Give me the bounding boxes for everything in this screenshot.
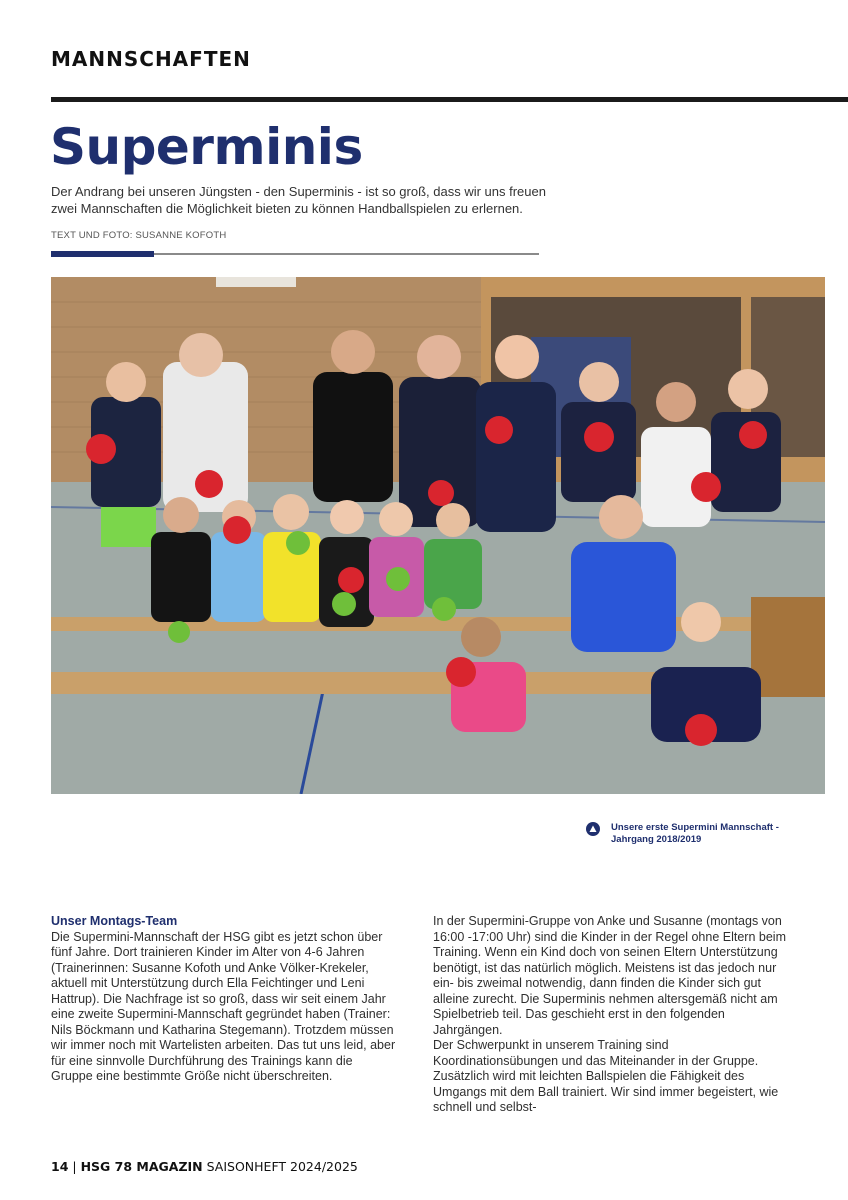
photo-caption: Unsere erste Supermini Mannschaft - Jahrgang 2018/2019: [611, 822, 779, 845]
section-label: MANNSCHAFTEN: [51, 47, 251, 71]
triangle-up-icon: [586, 822, 600, 836]
page-footer: [51, 1159, 358, 1174]
decorative-bar: [51, 251, 154, 257]
footer-separator: |: [72, 1159, 77, 1174]
issue-name: SAISONHEFT 2024/2025: [206, 1159, 358, 1174]
article-lead: Der Andrang bei unseren Jüngsten - den Superminis - ist so groß, dass wir uns freuen zwei Mannschaften die Möglichkeit bieten zu können Handballspielen zu erlernen.: [51, 184, 546, 216]
article-credit: TEXT UND FOTO: SUSANNE KOFOTH: [51, 230, 227, 241]
right-column-paragraph-1: In der Supermini-Gruppe von Anke und Susanne (montags von 16:00 -17:00 Uhr) sind die Kinder in der Regel ohne Eltern beim Training. Wenn ein Kind doch von seinen Eltern Unterstützung benötigt, ist das natürlich möglich. Meistens ist das jedoch nur ein- bis zweimal notwendig, dann finden die Kinder sich gut alleine zurecht. Die Superminis nehmen altersgemäß nicht am Spielbetrieb teil. Das geschieht erst in den folgenden Jahrgängen.: [433, 914, 786, 1037]
left-column-heading: Unser Montags-Team: [51, 914, 178, 928]
right-column-paragraph-2: Der Schwerpunkt in unserem Training sind Koordinationsübungen und das Miteinander in der Gruppe. Zusätzlich wird mit leichten Ballspielen die Fähigkeit des Umgangs mit dem Ball trainiert. Wir sind immer begeistert, wie schnell und selbst-: [433, 1038, 779, 1114]
left-column-text: Die Supermini-Mannschaft der HSG gibt es jetzt schon über fünf Jahre. Dort trainieren Kinder im Alter von 4-6 Jahren (Trainerinnen: Susanne Kofoth und Anke Völker-Krekeler, aktuell mit Unterstützung durch Ella Feichtinger und Leni Hattrup). Die Nachfrage ist so groß, dass wir seit einem Jahr eine zweite Supermini-Mannschaft gegründet haben (Trainer: Nils Böckmann und Katharina Stegemann). Trotzdem müssen wir immer noch mit Wartelisten arbeiten. Das tut uns leid, aber für eine sinnvolle Durchführung des Trainings kann die Gruppe eine bestimmte Größe nicht überschreiten.: [51, 929, 396, 1083]
article-title: Superminis: [50, 118, 363, 176]
right-column: [433, 914, 795, 1116]
left-column: [51, 914, 397, 1085]
team-photo: [51, 277, 825, 794]
magazine-name: HSG 78 MAGAZIN: [80, 1159, 203, 1174]
page-number: 14: [51, 1159, 69, 1174]
header-rule: [51, 97, 848, 102]
